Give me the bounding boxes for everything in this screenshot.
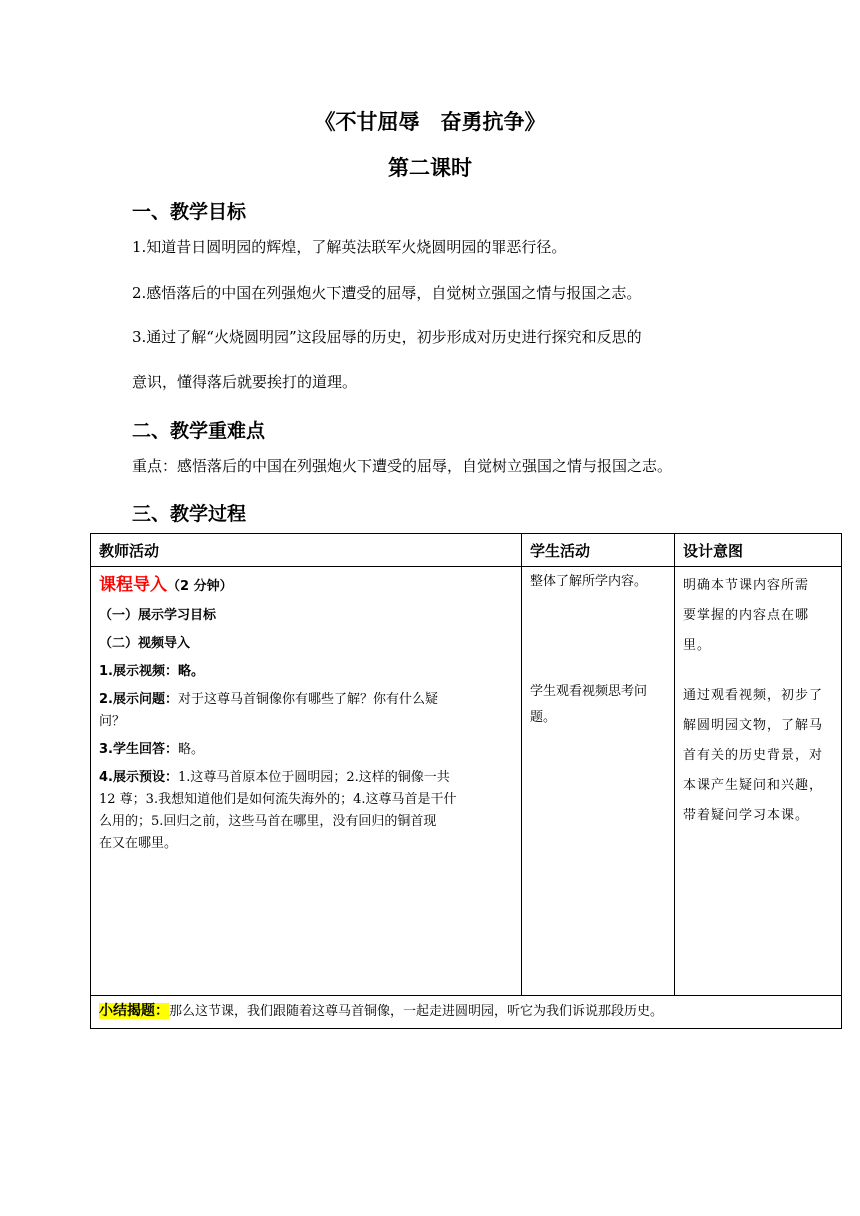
- table-header-row: [91, 534, 842, 567]
- goal-item-2: 2.感悟落后的中国在列强炮火下遭受的屈辱，自觉树立强国之情与报国之志。: [132, 284, 642, 302]
- design-p2-line-4: 本课产生疑问和兴趣，: [683, 778, 824, 793]
- goals-heading: 一、教学目标: [132, 201, 247, 223]
- design-p1-line-2: 要掌握的内容点在哪: [683, 608, 810, 623]
- item-2-label: 2.展示问题：: [99, 692, 178, 707]
- item-4-text: 1.这尊马首原本位于圆明园；2.这样的铜像一共: [177, 770, 450, 785]
- item-4-text-cont-1: 12 尊；3.我想知道他们是如何流失海外的；4.这尊马首是干什: [99, 792, 457, 807]
- design-p2-line-5: 带着疑问学习本课。: [683, 808, 810, 823]
- teacher-activity-cell: [91, 567, 521, 855]
- design-p1-line-3: 里。: [683, 638, 712, 653]
- item-2-text-cont: 问？: [99, 714, 126, 729]
- table-row: [91, 567, 842, 996]
- student-line-1: 整体了解所学内容。: [530, 574, 648, 589]
- summary-cell: [91, 996, 841, 1020]
- goal-item-1: 1.知道昔日圆明园的辉煌，了解英法联军火烧圆明园的罪恶行径。: [132, 238, 567, 256]
- goal-item-3-cont: 意识，懂得落后就要挨打的道理。: [132, 373, 358, 391]
- document-subtitle: 第二课时: [388, 156, 472, 180]
- lesson-table: [90, 533, 842, 1029]
- header-student: 学生活动: [530, 542, 591, 560]
- item-3-text: 略。: [177, 742, 204, 757]
- design-p2-line-2: 解圆明园文物，了解马: [683, 718, 824, 733]
- summary-text: 那么这节课，我们跟随着这尊马首铜像，一起走进圆明园，听它为我们诉说那段历史。: [169, 1004, 664, 1019]
- item-4-label: 4.展示预设：: [99, 770, 178, 785]
- design-p2-line-1: 通过观看视频，初步了: [683, 688, 824, 703]
- key-points-text: 重点：感悟落后的中国在列强炮火下遭受的屈辱，自觉树立强国之情与报国之志。: [132, 457, 673, 475]
- student-line-3: 题。: [530, 710, 557, 725]
- process-heading: 三、教学过程: [132, 503, 247, 525]
- intro-title: 课程导入: [99, 575, 167, 595]
- item-3-label: 3.学生回答：: [99, 742, 178, 757]
- sub-heading-1: （一）展示学习目标: [99, 608, 217, 623]
- design-p1-line-1: 明确本节课内容所需: [683, 578, 810, 593]
- intro-time: （2 分钟）: [167, 579, 233, 594]
- sub-heading-2: （二）视频导入: [99, 636, 191, 651]
- student-activity-cell: [522, 567, 674, 729]
- item-4-text-cont-2: 么用的；5.回归之前，这些马首在哪里，没有回归的铜首现: [99, 814, 437, 829]
- design-p2-line-3: 首有关的历史背景，对: [683, 748, 824, 763]
- design-intent-cell: [675, 567, 841, 831]
- item-2-text: 对于这尊马首铜像你有哪些了解？你有什么疑: [177, 692, 438, 707]
- header-design: 设计意图: [683, 542, 744, 560]
- goal-item-3: 3.通过了解“火烧圆明园”这段屈辱的历史，初步形成对历史进行探究和反思的: [132, 328, 642, 346]
- item-4-text-cont-3: 在又在哪里。: [99, 836, 178, 851]
- item-1: 1.展示视频：略。: [99, 664, 204, 679]
- document-title: 《不甘屈辱 奋勇抗争》: [314, 110, 546, 134]
- header-teacher: 教师活动: [99, 542, 160, 560]
- summary-row: [91, 996, 842, 1029]
- student-line-2: 学生观看视频思考问: [530, 684, 648, 699]
- key-points-heading: 二、教学重难点: [132, 420, 266, 442]
- summary-label: 小结揭题：: [99, 1003, 169, 1019]
